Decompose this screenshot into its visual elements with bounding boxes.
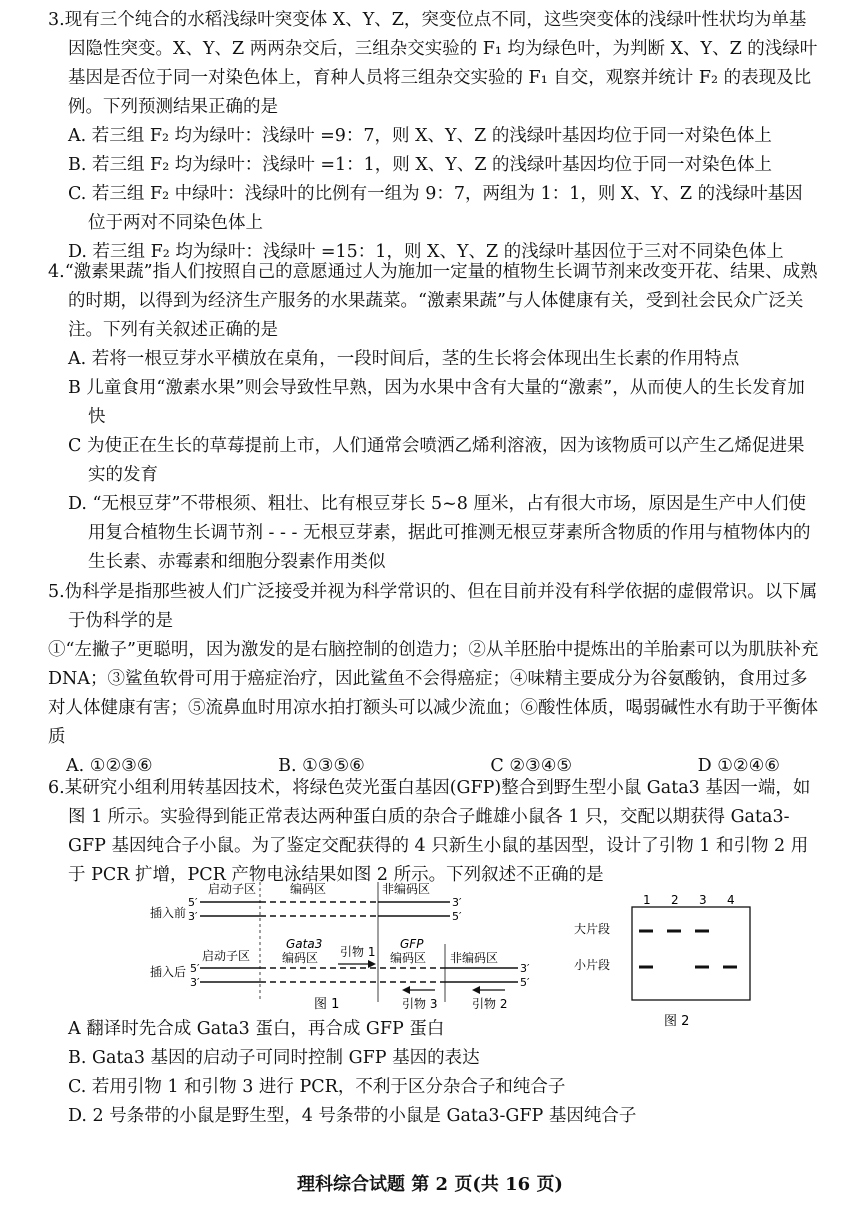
question-3-stem: 3.现有三个纯合的水稻浅绿叶突变体 X、Y、Z，突变位点不同，这些突变体的浅绿叶性状均为单基因隐性突变。X、Y、Z 两两杂交后，三组杂交实验的 F₁ 均为绿色叶，为判断 X、Y、Z 的浅绿叶基因是否位于同一对染色体上，育种人员将三组杂交实验的 F₁ 自交，观察并统计 F₂ 的表现及比例。下列预测结果正确的是 <box>48 10 818 117</box>
question-6-stem: 6.某研究小组利用转基因技术，将绿色荧光蛋白基因(GFP)整合到野生型小鼠 Gata3 基因一端，如图 1 所示。实验得到能正常表达两种蛋白质的杂合子雌雄小鼠各 1 只，交配以期获得 Gata3-GFP 基因纯合子小鼠。为了鉴定交配获得的 4 只新生小鼠的基因型，设计了引物 1 和引物 2 用于 PCR 扩增，PCR 产物电泳结果如图 2 所示。下列叙述不正确的是 <box>48 778 811 885</box>
question-5-statements: ①“左撇子”更聪明，因为激发的是右脑控制的创造力；②从羊胚胎中提炼出的羊胎素可以为肌肤补充 DNA；③鲨鱼软骨可用于癌症治疗，因此鲨鱼不会得癌症；④味精主要成分为谷氨酸钠，食用过多对人体健康有害；⑤流鼻血时用凉水拍打额头可以减少流血；⑥酸性体质，喝弱碱性水有助于平衡体质 <box>48 640 819 747</box>
fig1-5prime-top: 5′ <box>188 896 198 909</box>
fig1-promoter-label-bottom: 启动子区 <box>202 949 251 963</box>
question-4-option-c: C 为使正在生长的草莓提前上市，人们通常会喷洒乙烯利溶液，因为该物质可以产生乙烯促进果实的发育 <box>68 436 805 485</box>
fig1-noncoding-label-top: 非编码区 <box>382 882 431 896</box>
question-4-option-b: B 儿童食用“激素水果”则会导致性早熟，因为水果中含有大量的“激素”，从而使人的生长发育加快 <box>68 378 805 427</box>
fig2-small-label: 小片段 <box>574 958 611 972</box>
question-3 <box>48 6 820 267</box>
fig1-gata3-label: Gata3 <box>286 937 323 951</box>
fig1-5prime-bottom-right: 5′ <box>520 976 530 989</box>
fig1-3prime-top-right: 3′ <box>452 896 462 909</box>
fig1-coding-label-top: 编码区 <box>290 882 327 896</box>
fig2-caption: 图 2 <box>664 1014 690 1028</box>
fig2-lane-label: 2 <box>671 893 679 907</box>
fig1-primer3-arrowhead <box>402 986 410 994</box>
question-5-option-a: A. ①②③⑥ <box>66 756 153 776</box>
question-6-option-b: B. Gata3 基因的启动子可同时控制 GFP 基因的表达 <box>68 1048 480 1068</box>
figure-2-gel-electrophoresis <box>574 893 764 1028</box>
question-4 <box>48 258 820 577</box>
question-6-option-a: A 翻译时先合成 Gata3 蛋白，再合成 GFP 蛋白 <box>68 1019 445 1039</box>
fig1-primer3-label: 引物 3 <box>402 997 438 1011</box>
fig1-3prime-bottom: 3′ <box>190 976 200 989</box>
fig2-band-small <box>639 966 653 969</box>
question-6-options <box>48 1015 820 1131</box>
fig1-gfp-label: GFP <box>400 937 424 951</box>
question-4-stem: 4.“激素果蔬”指人们按照自己的意愿通过人为施加一定量的植物生长调节剂来改变开花、结果、成熟的时期，以得到为经济生产服务的水果蔬菜。“激素果蔬”与人体健康有关，受到社会民众广泛关注。下列有关叙述正确的是 <box>48 262 818 340</box>
fig1-gfp-coding-label: 编码区 <box>390 951 427 965</box>
fig1-caption: 图 1 <box>314 997 340 1012</box>
page-footer: 理科综合试题 第 2 页(共 16 页) <box>297 1174 563 1195</box>
fig2-large-label: 大片段 <box>574 922 611 936</box>
fig2-band-small <box>723 966 737 969</box>
question-5-option-c: C ②③④⑤ <box>490 756 573 776</box>
fig1-promoter-label-top: 启动子区 <box>208 882 257 896</box>
question-6-option-d: D. 2 号条带的小鼠是野生型，4 号条带的小鼠是 Gata3-GFP 基因纯合子 <box>68 1106 637 1126</box>
question-4-option-d: D. “无根豆芽”不带根须、粗壮、比有根豆芽长 5~8 厘米，占有很大市场，原因是生产中人们使用复合植物生长调节剂 - - - 无根豆芽素，据此可推测无根豆芽素所含物质的作用与植物体内的生长素、赤霉素和细胞分裂素作用类似 <box>68 494 811 572</box>
fig2-gel-frame <box>632 907 750 1000</box>
fig1-after-label: 插入后 <box>150 965 187 979</box>
fig2-lane-label: 4 <box>727 893 735 907</box>
fig1-5prime-bottom: 5′ <box>190 962 200 975</box>
question-3-option-d: D. 若三组 F₂ 均为绿叶：浅绿叶 =15：1，则 X、Y、Z 的浅绿叶基因位于三对不同染色体上 <box>68 242 784 262</box>
question-3-option-c: C. 若三组 F₂ 中绿叶：浅绿叶的比例有一组为 9：7，两组为 1：1，则 X、Y、Z 的浅绿叶基因位于两对不同染色体上 <box>68 184 803 233</box>
fig1-noncoding-label-bottom: 非编码区 <box>450 951 499 965</box>
question-5-stem: 5.伪科学是指那些被人们广泛接受并视为科学常识的、但在目前并没有科学依据的虚假常识。以下属于伪科学的是 <box>48 582 818 631</box>
figure-1-gene-diagram <box>150 880 550 1030</box>
fig1-primer2-arrowhead <box>472 986 480 994</box>
question-5-option-b: B. ①③⑤⑥ <box>278 756 365 776</box>
question-6-option-c: C. 若用引物 1 和引物 3 进行 PCR，不利于区分杂合子和纯合子 <box>68 1077 566 1097</box>
fig2-band-large <box>695 930 709 933</box>
fig1-3prime-top: 3′ <box>188 910 198 923</box>
question-5-option-d: D ①②④⑥ <box>697 756 780 776</box>
question-4-option-a: A. 若将一根豆芽水平横放在桌角，一段时间后，茎的生长将会体现出生长素的作用特点 <box>68 349 740 369</box>
fig2-lane-label: 3 <box>699 893 707 907</box>
fig2-band-large <box>639 930 653 933</box>
fig1-primer2-label: 引物 2 <box>472 997 508 1011</box>
fig1-5prime-top-right: 5′ <box>452 910 462 923</box>
question-3-option-b: B. 若三组 F₂ 均为绿叶：浅绿叶 =1：1，则 X、Y、Z 的浅绿叶基因均位于同一对染色体上 <box>68 155 773 175</box>
fig2-band-large <box>667 930 681 933</box>
question-3-option-a: A. 若三组 F₂ 均为绿叶：浅绿叶 =9：7，则 X、Y、Z 的浅绿叶基因均位于同一对染色体上 <box>68 126 772 146</box>
fig1-3prime-bottom-right: 3′ <box>520 962 530 975</box>
question-6 <box>48 774 820 890</box>
fig1-primer1-arrowhead <box>368 960 376 968</box>
fig2-lane-label: 1 <box>643 893 651 907</box>
fig2-band-small <box>695 966 709 969</box>
fig1-before-label: 插入前 <box>150 906 187 920</box>
fig1-gata3-coding-label: 编码区 <box>282 951 319 965</box>
fig1-primer1-label: 引物 1 <box>340 945 376 959</box>
question-5 <box>48 578 820 781</box>
